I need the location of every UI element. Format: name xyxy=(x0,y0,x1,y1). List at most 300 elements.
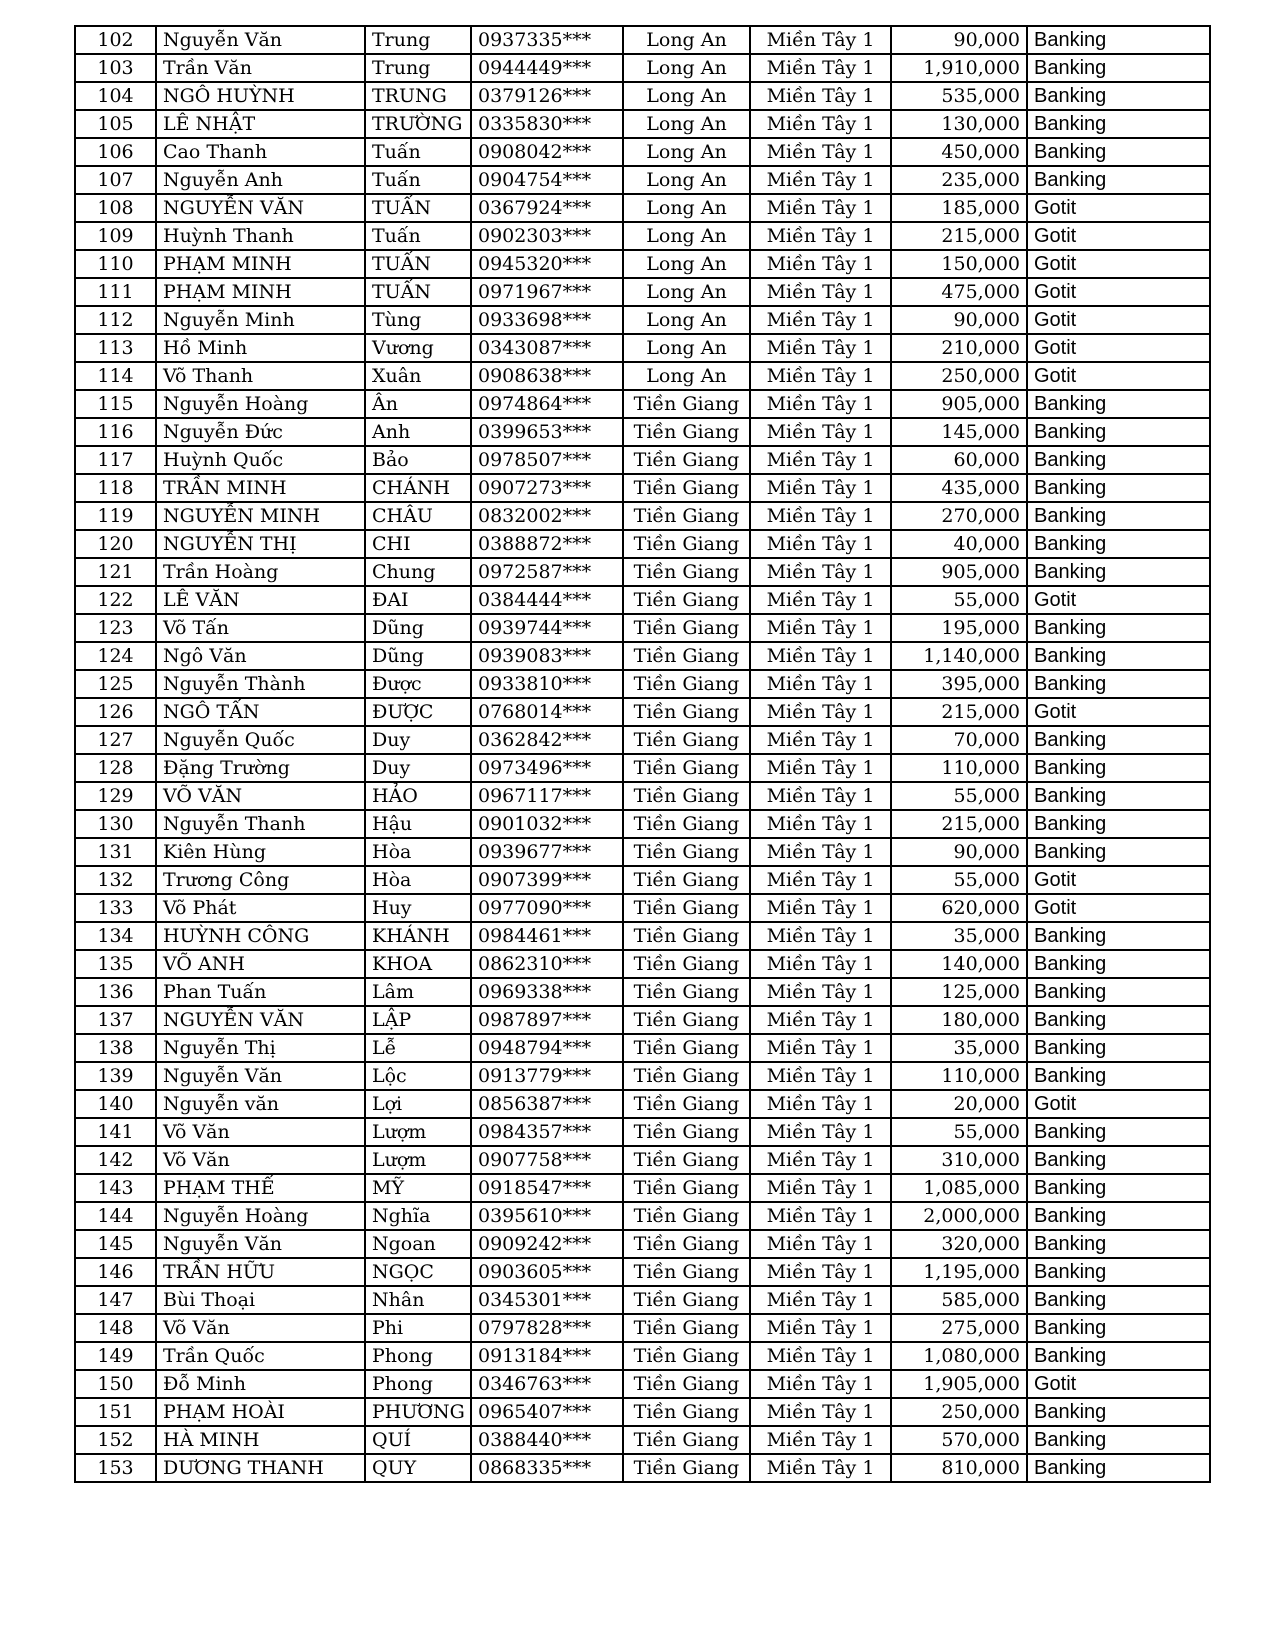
cell-stt: 150 xyxy=(75,1370,156,1398)
cell-so-tien: 110,000 xyxy=(891,1062,1027,1090)
cell-so-tien: 1,140,000 xyxy=(891,642,1027,670)
cell-ten: Dũng xyxy=(365,614,471,642)
table-row xyxy=(75,1174,1210,1202)
cell-hinh-thuc: Banking xyxy=(1027,1426,1210,1454)
cell-tinh: Long An xyxy=(623,194,750,222)
cell-tinh: Tiền Giang xyxy=(623,642,750,670)
cell-stt: 122 xyxy=(75,586,156,614)
cell-so-dien-thoai: 0907758*** xyxy=(471,1146,623,1174)
cell-vung: Miền Tây 1 xyxy=(750,194,891,222)
cell-stt: 136 xyxy=(75,978,156,1006)
cell-ten: Duy xyxy=(365,754,471,782)
cell-stt: 120 xyxy=(75,530,156,558)
cell-so-tien: 1,905,000 xyxy=(891,1370,1027,1398)
cell-so-dien-thoai: 0937335*** xyxy=(471,26,623,54)
cell-vung: Miền Tây 1 xyxy=(750,1286,891,1314)
cell-tinh: Long An xyxy=(623,278,750,306)
cell-stt: 111 xyxy=(75,278,156,306)
cell-stt: 114 xyxy=(75,362,156,390)
cell-stt: 137 xyxy=(75,1006,156,1034)
cell-ten: Bảo xyxy=(365,446,471,474)
cell-tinh: Long An xyxy=(623,222,750,250)
cell-vung: Miền Tây 1 xyxy=(750,642,891,670)
cell-stt: 151 xyxy=(75,1398,156,1426)
cell-tinh: Tiền Giang xyxy=(623,670,750,698)
cell-so-tien: 130,000 xyxy=(891,110,1027,138)
table-row xyxy=(75,1286,1210,1314)
cell-hinh-thuc: Banking xyxy=(1027,166,1210,194)
cell-tinh: Tiền Giang xyxy=(623,446,750,474)
cell-tinh: Tiền Giang xyxy=(623,1090,750,1118)
cell-hinh-thuc: Banking xyxy=(1027,138,1210,166)
cell-vung: Miền Tây 1 xyxy=(750,82,891,110)
cell-vung: Miền Tây 1 xyxy=(750,530,891,558)
table-row xyxy=(75,250,1210,278)
cell-hinh-thuc: Banking xyxy=(1027,838,1210,866)
cell-so-tien: 395,000 xyxy=(891,670,1027,698)
cell-vung: Miền Tây 1 xyxy=(750,866,891,894)
cell-tinh: Tiền Giang xyxy=(623,810,750,838)
cell-tinh: Tiền Giang xyxy=(623,1370,750,1398)
cell-ho-dem: Phan Tuấn xyxy=(156,978,365,1006)
cell-hinh-thuc: Banking xyxy=(1027,1342,1210,1370)
cell-ho-dem: Cao Thanh xyxy=(156,138,365,166)
cell-stt: 126 xyxy=(75,698,156,726)
cell-tinh: Tiền Giang xyxy=(623,1258,750,1286)
cell-vung: Miền Tây 1 xyxy=(750,1202,891,1230)
cell-vung: Miền Tây 1 xyxy=(750,782,891,810)
cell-hinh-thuc: Gotit xyxy=(1027,250,1210,278)
cell-tinh: Long An xyxy=(623,306,750,334)
table-row xyxy=(75,838,1210,866)
cell-so-dien-thoai: 0977090*** xyxy=(471,894,623,922)
cell-ho-dem: TRẦN MINH xyxy=(156,474,365,502)
cell-so-tien: 215,000 xyxy=(891,698,1027,726)
table-row xyxy=(75,1370,1210,1398)
cell-hinh-thuc: Gotit xyxy=(1027,362,1210,390)
cell-so-dien-thoai: 0399653*** xyxy=(471,418,623,446)
cell-so-tien: 250,000 xyxy=(891,1398,1027,1426)
table-row xyxy=(75,1090,1210,1118)
cell-ho-dem: Trần Hoàng xyxy=(156,558,365,586)
cell-tinh: Tiền Giang xyxy=(623,1034,750,1062)
cell-stt: 109 xyxy=(75,222,156,250)
cell-stt: 140 xyxy=(75,1090,156,1118)
cell-tinh: Long An xyxy=(623,166,750,194)
cell-so-dien-thoai: 0904754*** xyxy=(471,166,623,194)
cell-stt: 119 xyxy=(75,502,156,530)
cell-stt: 113 xyxy=(75,334,156,362)
cell-hinh-thuc: Gotit xyxy=(1027,222,1210,250)
cell-vung: Miền Tây 1 xyxy=(750,138,891,166)
cell-tinh: Tiền Giang xyxy=(623,950,750,978)
cell-ho-dem: NGUYỄN MINH xyxy=(156,502,365,530)
cell-so-dien-thoai: 0362842*** xyxy=(471,726,623,754)
cell-ten: Tùng xyxy=(365,306,471,334)
table-row xyxy=(75,586,1210,614)
cell-hinh-thuc: Banking xyxy=(1027,978,1210,1006)
cell-vung: Miền Tây 1 xyxy=(750,110,891,138)
cell-so-tien: 310,000 xyxy=(891,1146,1027,1174)
cell-so-dien-thoai: 0768014*** xyxy=(471,698,623,726)
table-row xyxy=(75,1230,1210,1258)
cell-hinh-thuc: Gotit xyxy=(1027,334,1210,362)
cell-ten: KHÁNH xyxy=(365,922,471,950)
cell-so-dien-thoai: 0969338*** xyxy=(471,978,623,1006)
cell-ten: CHÂU xyxy=(365,502,471,530)
cell-stt: 129 xyxy=(75,782,156,810)
cell-stt: 135 xyxy=(75,950,156,978)
cell-tinh: Tiền Giang xyxy=(623,474,750,502)
table-row xyxy=(75,138,1210,166)
cell-so-tien: 150,000 xyxy=(891,250,1027,278)
cell-vung: Miền Tây 1 xyxy=(750,1426,891,1454)
cell-vung: Miền Tây 1 xyxy=(750,558,891,586)
cell-ten: Lượm xyxy=(365,1118,471,1146)
cell-so-dien-thoai: 0944449*** xyxy=(471,54,623,82)
cell-so-dien-thoai: 0974864*** xyxy=(471,390,623,418)
cell-ho-dem: VÕ VĂN xyxy=(156,782,365,810)
cell-so-dien-thoai: 0984357*** xyxy=(471,1118,623,1146)
table-row xyxy=(75,950,1210,978)
cell-tinh: Tiền Giang xyxy=(623,1118,750,1146)
cell-ten: QUÍ xyxy=(365,1426,471,1454)
cell-vung: Miền Tây 1 xyxy=(750,278,891,306)
cell-hinh-thuc: Banking xyxy=(1027,614,1210,642)
cell-vung: Miền Tây 1 xyxy=(750,1314,891,1342)
cell-ho-dem: Trương Công xyxy=(156,866,365,894)
table-row xyxy=(75,502,1210,530)
cell-hinh-thuc: Banking xyxy=(1027,110,1210,138)
cell-hinh-thuc: Gotit xyxy=(1027,698,1210,726)
cell-so-dien-thoai: 0388872*** xyxy=(471,530,623,558)
cell-ten: Phi xyxy=(365,1314,471,1342)
cell-vung: Miền Tây 1 xyxy=(750,1230,891,1258)
cell-hinh-thuc: Gotit xyxy=(1027,306,1210,334)
cell-ho-dem: NGÔ HUỲNH xyxy=(156,82,365,110)
cell-hinh-thuc: Banking xyxy=(1027,726,1210,754)
cell-vung: Miền Tây 1 xyxy=(750,1006,891,1034)
table-row xyxy=(75,54,1210,82)
cell-hinh-thuc: Banking xyxy=(1027,1314,1210,1342)
cell-tinh: Tiền Giang xyxy=(623,1426,750,1454)
cell-hinh-thuc: Banking xyxy=(1027,950,1210,978)
cell-so-tien: 110,000 xyxy=(891,754,1027,782)
cell-tinh: Tiền Giang xyxy=(623,894,750,922)
table-row xyxy=(75,754,1210,782)
table-row xyxy=(75,530,1210,558)
cell-ho-dem: LÊ NHẬT xyxy=(156,110,365,138)
cell-so-tien: 1,085,000 xyxy=(891,1174,1027,1202)
cell-hinh-thuc: Banking xyxy=(1027,82,1210,110)
cell-so-tien: 620,000 xyxy=(891,894,1027,922)
cell-stt: 110 xyxy=(75,250,156,278)
cell-ho-dem: Nguyễn Hoàng xyxy=(156,390,365,418)
cell-vung: Miền Tây 1 xyxy=(750,1398,891,1426)
cell-ten: CHI xyxy=(365,530,471,558)
cell-so-dien-thoai: 0907273*** xyxy=(471,474,623,502)
cell-ho-dem: Võ Tấn xyxy=(156,614,365,642)
cell-ho-dem: Nguyễn Hoàng xyxy=(156,1202,365,1230)
cell-tinh: Tiền Giang xyxy=(623,1230,750,1258)
cell-hinh-thuc: Banking xyxy=(1027,642,1210,670)
cell-hinh-thuc: Banking xyxy=(1027,502,1210,530)
cell-ho-dem: Nguyễn Văn xyxy=(156,26,365,54)
cell-stt: 138 xyxy=(75,1034,156,1062)
cell-ten: Hòa xyxy=(365,838,471,866)
cell-stt: 128 xyxy=(75,754,156,782)
cell-vung: Miền Tây 1 xyxy=(750,586,891,614)
cell-hinh-thuc: Banking xyxy=(1027,1454,1210,1482)
cell-hinh-thuc: Gotit xyxy=(1027,194,1210,222)
cell-tinh: Long An xyxy=(623,138,750,166)
cell-hinh-thuc: Banking xyxy=(1027,754,1210,782)
cell-tinh: Tiền Giang xyxy=(623,698,750,726)
table-row xyxy=(75,1342,1210,1370)
cell-so-dien-thoai: 0379126*** xyxy=(471,82,623,110)
cell-so-tien: 250,000 xyxy=(891,362,1027,390)
cell-tinh: Tiền Giang xyxy=(623,1314,750,1342)
cell-ten: Lượm xyxy=(365,1146,471,1174)
cell-ten: Tuấn xyxy=(365,222,471,250)
cell-so-dien-thoai: 0945320*** xyxy=(471,250,623,278)
cell-ten: TUẤN xyxy=(365,250,471,278)
cell-so-tien: 585,000 xyxy=(891,1286,1027,1314)
cell-so-dien-thoai: 0967117*** xyxy=(471,782,623,810)
cell-stt: 106 xyxy=(75,138,156,166)
cell-tinh: Tiền Giang xyxy=(623,614,750,642)
cell-tinh: Tiền Giang xyxy=(623,726,750,754)
cell-ten: Lâm xyxy=(365,978,471,1006)
cell-ten: Lợi xyxy=(365,1090,471,1118)
cell-ho-dem: Nguyễn Thanh xyxy=(156,810,365,838)
cell-ten: Phong xyxy=(365,1370,471,1398)
cell-hinh-thuc: Banking xyxy=(1027,418,1210,446)
cell-ten: Hậu xyxy=(365,810,471,838)
cell-so-tien: 275,000 xyxy=(891,1314,1027,1342)
table-body xyxy=(75,26,1210,1482)
cell-hinh-thuc: Banking xyxy=(1027,1398,1210,1426)
cell-hinh-thuc: Gotit xyxy=(1027,1370,1210,1398)
cell-stt: 130 xyxy=(75,810,156,838)
cell-vung: Miền Tây 1 xyxy=(750,1034,891,1062)
cell-stt: 152 xyxy=(75,1426,156,1454)
cell-stt: 139 xyxy=(75,1062,156,1090)
cell-ten: Lễ xyxy=(365,1034,471,1062)
cell-hinh-thuc: Gotit xyxy=(1027,1090,1210,1118)
cell-so-tien: 90,000 xyxy=(891,838,1027,866)
cell-so-tien: 450,000 xyxy=(891,138,1027,166)
table-row xyxy=(75,474,1210,502)
cell-stt: 127 xyxy=(75,726,156,754)
cell-ho-dem: NGÔ TẤN xyxy=(156,698,365,726)
cell-vung: Miền Tây 1 xyxy=(750,54,891,82)
cell-tinh: Tiền Giang xyxy=(623,782,750,810)
cell-so-tien: 125,000 xyxy=(891,978,1027,1006)
cell-vung: Miền Tây 1 xyxy=(750,502,891,530)
cell-so-dien-thoai: 0335830*** xyxy=(471,110,623,138)
table-row xyxy=(75,194,1210,222)
cell-vung: Miền Tây 1 xyxy=(750,446,891,474)
cell-vung: Miền Tây 1 xyxy=(750,1062,891,1090)
cell-vung: Miền Tây 1 xyxy=(750,334,891,362)
cell-ho-dem: LÊ VĂN xyxy=(156,586,365,614)
cell-stt: 145 xyxy=(75,1230,156,1258)
cell-tinh: Tiền Giang xyxy=(623,1006,750,1034)
table-row xyxy=(75,1118,1210,1146)
cell-hinh-thuc: Banking xyxy=(1027,1006,1210,1034)
cell-vung: Miền Tây 1 xyxy=(750,26,891,54)
cell-ten: TRƯỜNG xyxy=(365,110,471,138)
cell-ten: Dũng xyxy=(365,642,471,670)
cell-stt: 104 xyxy=(75,82,156,110)
cell-stt: 148 xyxy=(75,1314,156,1342)
cell-hinh-thuc: Banking xyxy=(1027,474,1210,502)
cell-ten: QUY xyxy=(365,1454,471,1482)
cell-so-dien-thoai: 0902303*** xyxy=(471,222,623,250)
cell-tinh: Long An xyxy=(623,362,750,390)
cell-so-dien-thoai: 0832002*** xyxy=(471,502,623,530)
cell-so-dien-thoai: 0948794*** xyxy=(471,1034,623,1062)
cell-so-dien-thoai: 0856387*** xyxy=(471,1090,623,1118)
cell-ten: LẬP xyxy=(365,1006,471,1034)
cell-so-tien: 60,000 xyxy=(891,446,1027,474)
cell-so-tien: 235,000 xyxy=(891,166,1027,194)
cell-so-dien-thoai: 0913184*** xyxy=(471,1342,623,1370)
cell-hinh-thuc: Banking xyxy=(1027,1258,1210,1286)
cell-tinh: Tiền Giang xyxy=(623,1062,750,1090)
cell-ten: Trung xyxy=(365,54,471,82)
table-row xyxy=(75,362,1210,390)
cell-stt: 115 xyxy=(75,390,156,418)
cell-tinh: Tiền Giang xyxy=(623,978,750,1006)
cell-ten: Ân xyxy=(365,390,471,418)
cell-so-dien-thoai: 0939083*** xyxy=(471,642,623,670)
table-row xyxy=(75,670,1210,698)
table-row xyxy=(75,614,1210,642)
cell-so-tien: 70,000 xyxy=(891,726,1027,754)
cell-hinh-thuc: Gotit xyxy=(1027,894,1210,922)
cell-vung: Miền Tây 1 xyxy=(750,1146,891,1174)
cell-so-dien-thoai: 0384444*** xyxy=(471,586,623,614)
cell-so-dien-thoai: 0913779*** xyxy=(471,1062,623,1090)
cell-so-tien: 905,000 xyxy=(891,558,1027,586)
cell-ten: Tuấn xyxy=(365,138,471,166)
cell-tinh: Tiền Giang xyxy=(623,418,750,446)
cell-so-tien: 55,000 xyxy=(891,782,1027,810)
cell-vung: Miền Tây 1 xyxy=(750,1090,891,1118)
cell-ten: Nghĩa xyxy=(365,1202,471,1230)
cell-ho-dem: Bùi Thoại xyxy=(156,1286,365,1314)
cell-stt: 121 xyxy=(75,558,156,586)
cell-vung: Miền Tây 1 xyxy=(750,390,891,418)
cell-so-dien-thoai: 0971967*** xyxy=(471,278,623,306)
cell-hinh-thuc: Banking xyxy=(1027,1034,1210,1062)
cell-so-dien-thoai: 0907399*** xyxy=(471,866,623,894)
table-row xyxy=(75,1258,1210,1286)
cell-ho-dem: DƯƠNG THANH xyxy=(156,1454,365,1482)
cell-ho-dem: Nguyễn Quốc xyxy=(156,726,365,754)
cell-so-tien: 90,000 xyxy=(891,26,1027,54)
cell-hinh-thuc: Banking xyxy=(1027,810,1210,838)
cell-stt: 108 xyxy=(75,194,156,222)
cell-ho-dem: PHẠM THẾ xyxy=(156,1174,365,1202)
cell-stt: 153 xyxy=(75,1454,156,1482)
cell-so-tien: 195,000 xyxy=(891,614,1027,642)
cell-hinh-thuc: Banking xyxy=(1027,1230,1210,1258)
table-row xyxy=(75,978,1210,1006)
cell-vung: Miền Tây 1 xyxy=(750,614,891,642)
cell-ho-dem: Nguyễn Anh xyxy=(156,166,365,194)
cell-stt: 107 xyxy=(75,166,156,194)
cell-ho-dem: Đặng Trường xyxy=(156,754,365,782)
cell-ho-dem: Võ Văn xyxy=(156,1118,365,1146)
table-row xyxy=(75,1062,1210,1090)
cell-so-tien: 20,000 xyxy=(891,1090,1027,1118)
cell-tinh: Tiền Giang xyxy=(623,558,750,586)
cell-ho-dem: PHẠM HOÀI xyxy=(156,1398,365,1426)
cell-vung: Miền Tây 1 xyxy=(750,474,891,502)
cell-stt: 132 xyxy=(75,866,156,894)
cell-vung: Miền Tây 1 xyxy=(750,726,891,754)
cell-so-tien: 90,000 xyxy=(891,306,1027,334)
table-row xyxy=(75,418,1210,446)
table-row xyxy=(75,782,1210,810)
cell-ho-dem: PHẠM MINH xyxy=(156,278,365,306)
cell-ten: Được xyxy=(365,670,471,698)
cell-so-tien: 435,000 xyxy=(891,474,1027,502)
cell-hinh-thuc: Banking xyxy=(1027,558,1210,586)
cell-ten: KHOA xyxy=(365,950,471,978)
cell-ho-dem: NGUYỄN VĂN xyxy=(156,1006,365,1034)
cell-so-dien-thoai: 0933810*** xyxy=(471,670,623,698)
cell-so-tien: 1,080,000 xyxy=(891,1342,1027,1370)
cell-ho-dem: Nguyễn Thành xyxy=(156,670,365,698)
cell-so-tien: 40,000 xyxy=(891,530,1027,558)
cell-tinh: Tiền Giang xyxy=(623,1398,750,1426)
cell-hinh-thuc: Banking xyxy=(1027,54,1210,82)
cell-so-dien-thoai: 0939744*** xyxy=(471,614,623,642)
cell-so-dien-thoai: 0965407*** xyxy=(471,1398,623,1426)
table-row xyxy=(75,390,1210,418)
cell-hinh-thuc: Banking xyxy=(1027,446,1210,474)
cell-vung: Miền Tây 1 xyxy=(750,1342,891,1370)
cell-ten: CHÁNH xyxy=(365,474,471,502)
cell-so-dien-thoai: 0978507*** xyxy=(471,446,623,474)
cell-ho-dem: Nguyễn Văn xyxy=(156,1230,365,1258)
cell-so-dien-thoai: 0903605*** xyxy=(471,1258,623,1286)
cell-stt: 142 xyxy=(75,1146,156,1174)
cell-tinh: Tiền Giang xyxy=(623,390,750,418)
cell-vung: Miền Tây 1 xyxy=(750,250,891,278)
cell-ten: NGỌC xyxy=(365,1258,471,1286)
cell-tinh: Tiền Giang xyxy=(623,502,750,530)
cell-so-tien: 35,000 xyxy=(891,1034,1027,1062)
cell-tinh: Tiền Giang xyxy=(623,922,750,950)
cell-ho-dem: NGUYỄN THỊ xyxy=(156,530,365,558)
table-row xyxy=(75,82,1210,110)
cell-vung: Miền Tây 1 xyxy=(750,838,891,866)
cell-tinh: Tiền Giang xyxy=(623,866,750,894)
table-row xyxy=(75,26,1210,54)
cell-so-dien-thoai: 0939677*** xyxy=(471,838,623,866)
cell-ten: Tuấn xyxy=(365,166,471,194)
cell-ho-dem: Nguyễn văn xyxy=(156,1090,365,1118)
table-row xyxy=(75,1314,1210,1342)
table-row xyxy=(75,1146,1210,1174)
cell-ten: Phong xyxy=(365,1342,471,1370)
table-row xyxy=(75,1454,1210,1482)
